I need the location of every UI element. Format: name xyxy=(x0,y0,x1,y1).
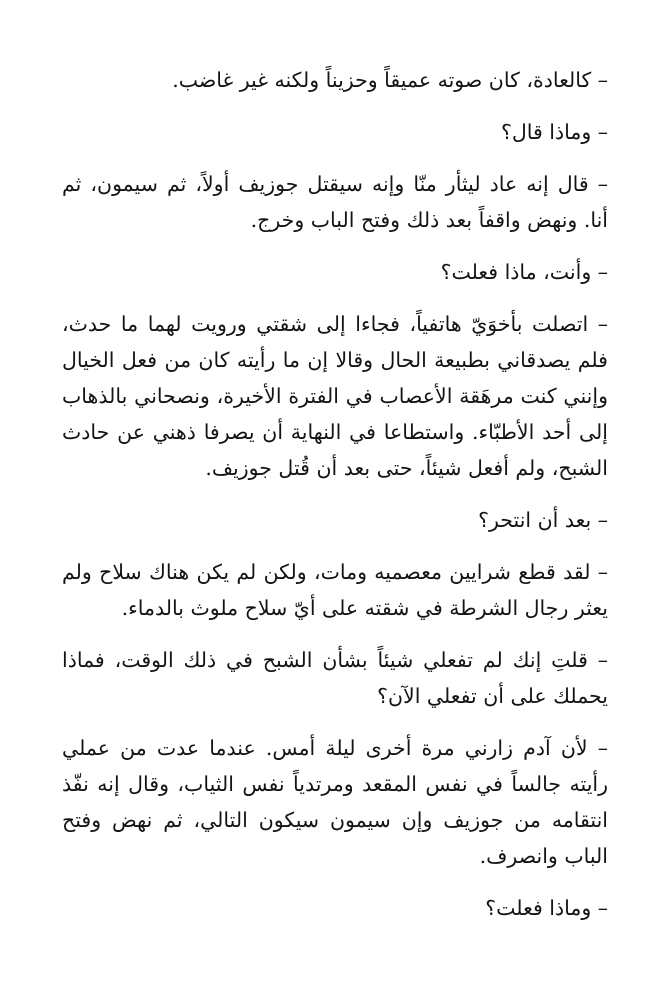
dialogue-paragraph-1: – كالعادة، كان صوته عميقاً وحزيناً ولكنه غير غاضب. xyxy=(172,68,608,92)
dialogue-paragraph-10: – وماذا فعلت؟ xyxy=(485,896,608,920)
dialogue-paragraph-5: – اتصلت بأخوَيّ هاتفياً، فجاءا إلى شقتي ورويت لهما ما حدث، فلم يصدقاني بطبيعة الحال وقالا إن ما رأيته كان من فعل الخيال وإنني كنت مرهَقة الأعصاب في الفترة الأخيرة، ونصحاني بالذهاب إلى أحد الأطبّاء. واستطاعا في النهاية أن يصرفا ذهني عن حادث الشبح، ولم أفعل شيئاً، حتى بعد أن قُتل جوزيف. xyxy=(62,312,608,480)
dialogue-paragraph-9: – لأن آدم زارني مرة أخرى ليلة أمس. عندما عدت من عملي رأيته جالساً في نفس المقعد ومرتدياً نفس الثياب، وقال إنه نفّذ انتقامه من جوزيف وإن سيمون سيكون التالي، ثم نهض وفتح الباب وانصرف. xyxy=(62,736,608,868)
book-page xyxy=(62,62,608,942)
dialogue-paragraph-4: – وأنت، ماذا فعلت؟ xyxy=(440,260,608,284)
dialogue-paragraph-7: – لقد قطع شرايين معصميه ومات، ولكن لم يكن هناك سلاح ولم يعثر رجال الشرطة في شقته على أيّ سلاح ملوث بالدماء. xyxy=(62,560,608,620)
dialogue-paragraph-3: – قال إنه عاد ليثأر منّا وإنه سيقتل جوزيف أولاً، ثم سيمون، ثم أنا. ونهض واقفاً بعد ذلك وفتح الباب وخرج. xyxy=(62,172,608,232)
dialogue-paragraph-6: – بعد أن انتحر؟ xyxy=(478,508,608,532)
dialogue-paragraph-8: – قلتِ إنك لم تفعلي شيئاً بشأن الشبح في ذلك الوقت، فماذا يحملك على أن تفعلي الآن؟ xyxy=(62,648,608,708)
dialogue-paragraph-2: – وماذا قال؟ xyxy=(500,120,608,144)
